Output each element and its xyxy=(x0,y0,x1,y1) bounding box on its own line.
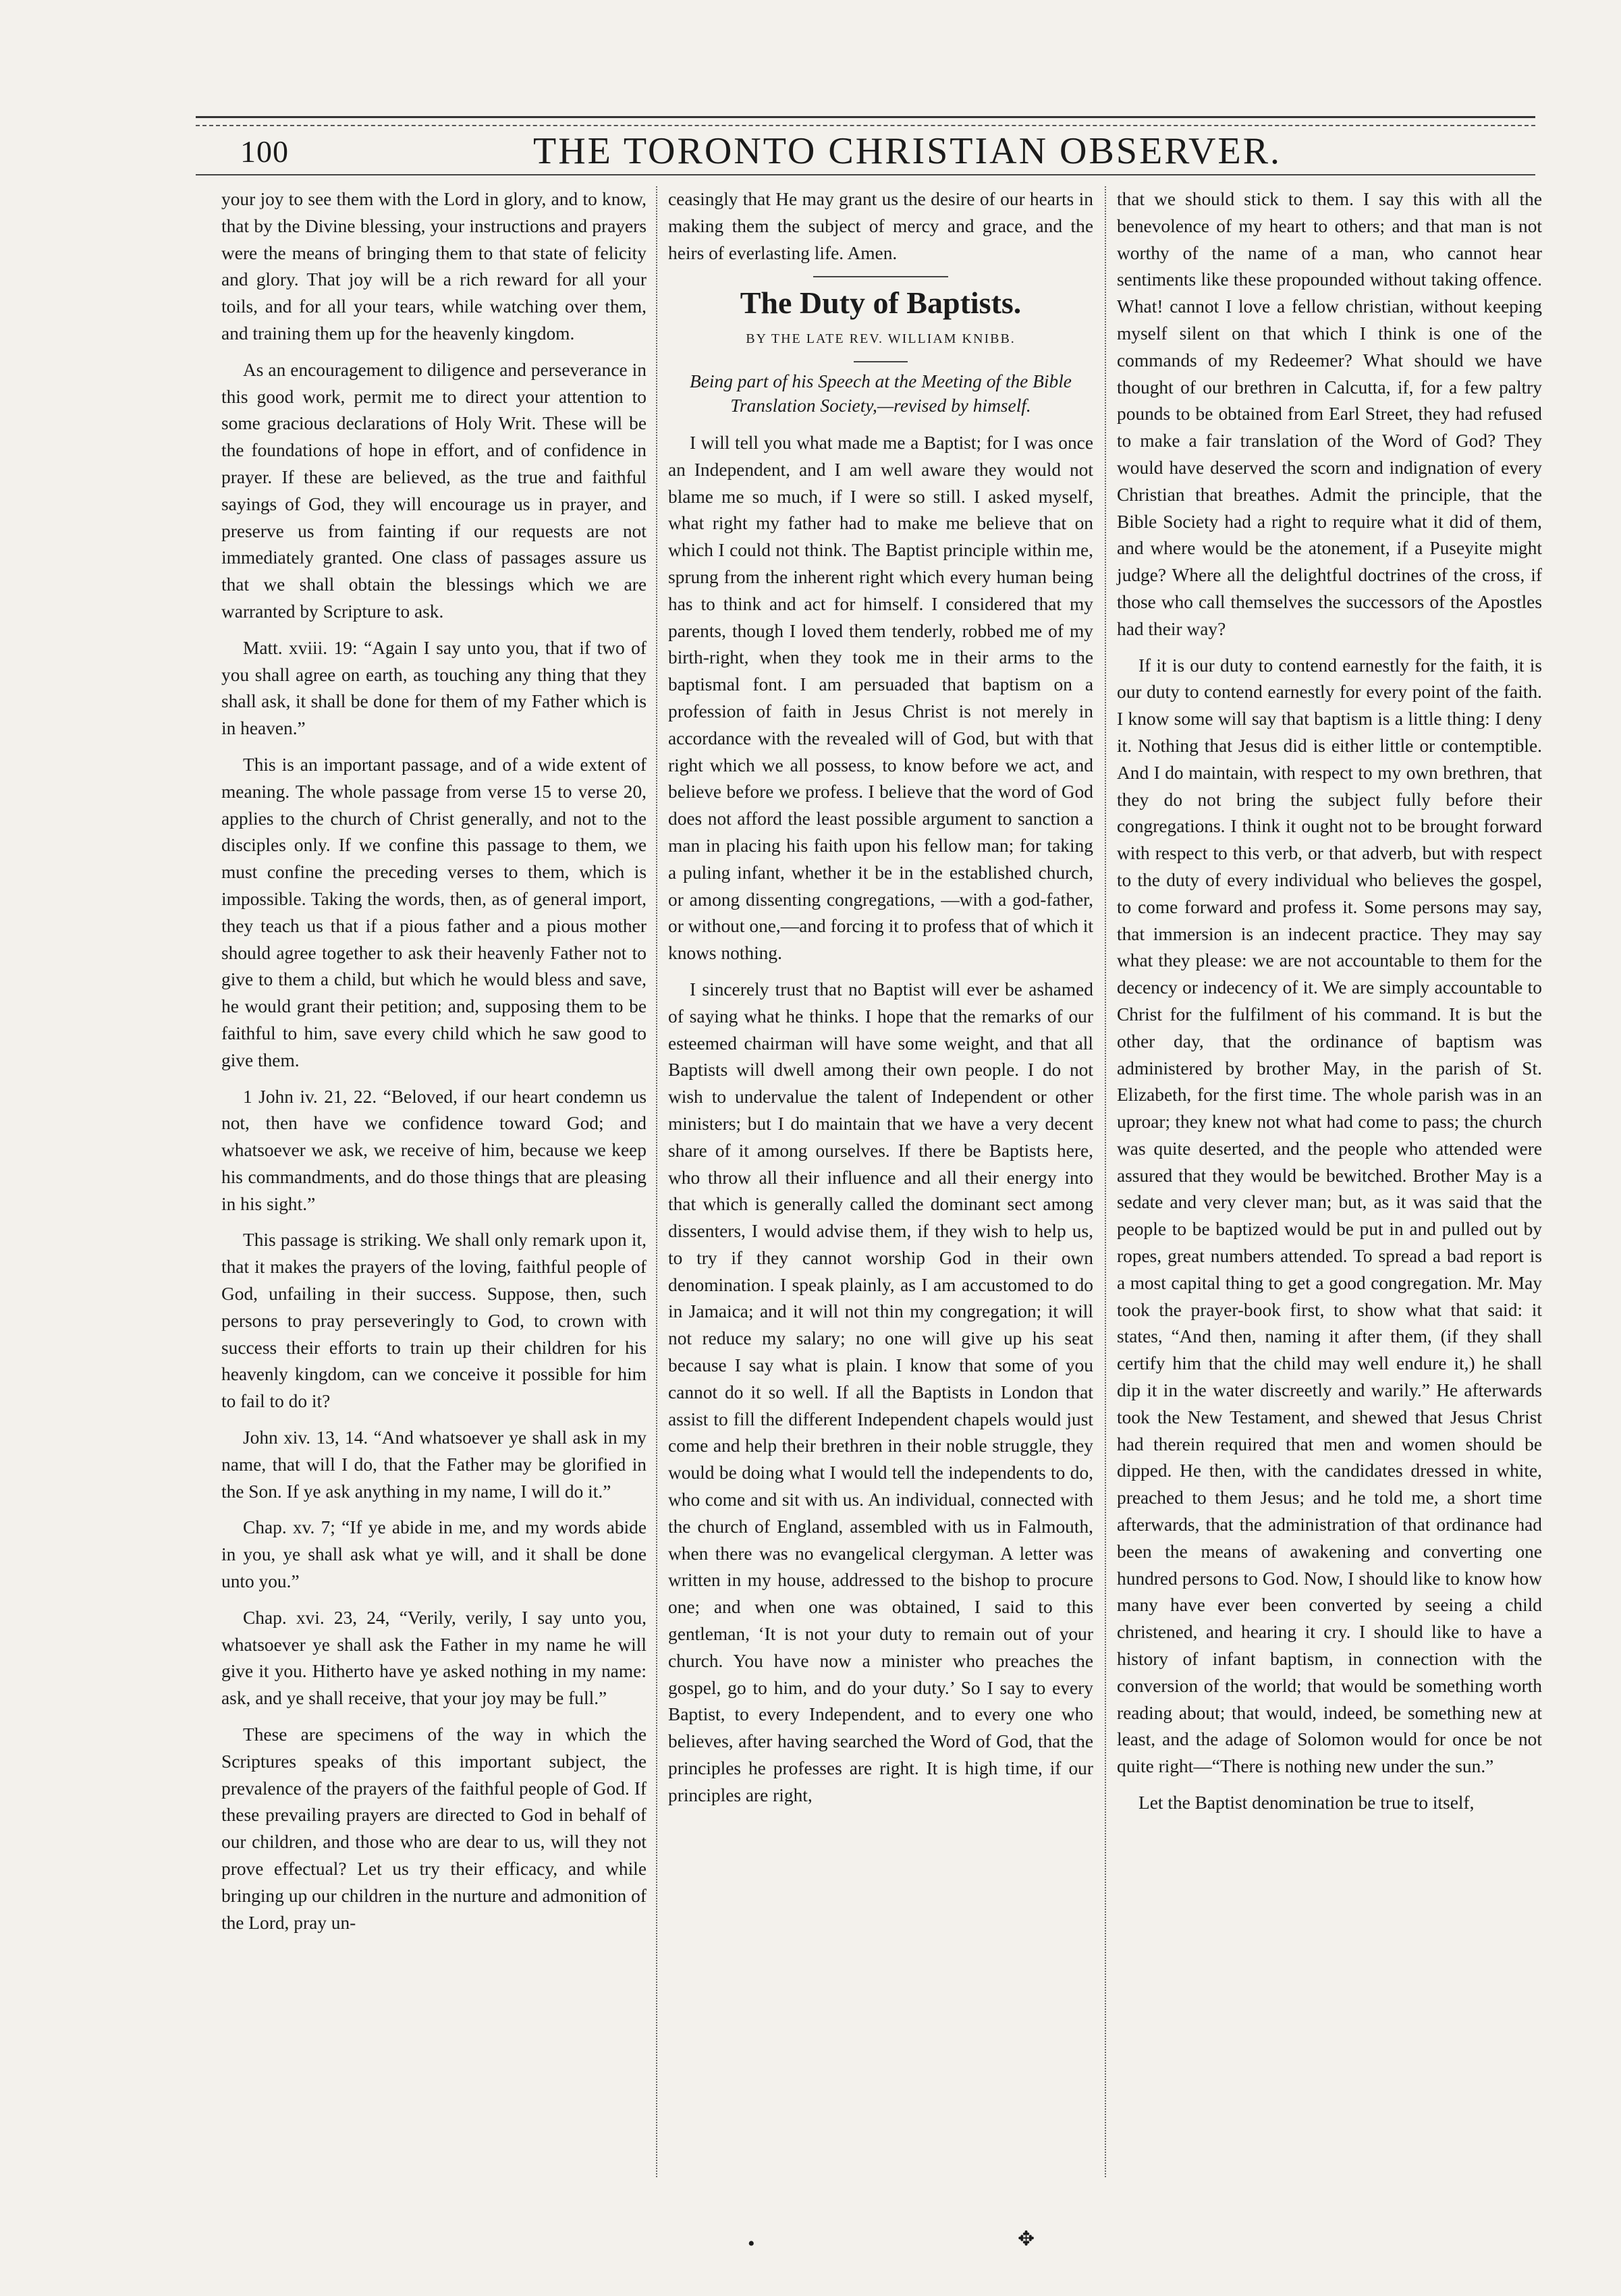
paragraph: Chap. xv. 7; “If ye abide in me, and my words abide in you, ye shall ask what ye will, and it shall be done unto you.” xyxy=(221,1517,647,1592)
column-divider xyxy=(656,186,657,2177)
article-title: The Duty of Baptists. xyxy=(740,285,1022,321)
paragraph: ceasingly that He may grant us the desire of our hearts in making them the subject of mercy and grace, and the heirs of everlasting life. Amen. xyxy=(668,189,1093,263)
paragraph: Matt. xviii. 19: “Again I say unto you, that if two of you shall agree on earth, as touching any thing that they shall ask, it shall be done for them of my Father which is in heaven.” xyxy=(221,637,647,739)
paragraph: If it is our duty to contend earnestly for the faith, it is our duty to contend earnestly for every point of the faith. I know some will say that baptism is a little thing: I deny it. Nothing that Jesus did is either little or contemptible. And I do maintain, with respect to my own brethren, that they do not bring the subject fully before their congregations. I think it ought not to be brought forward with respect to this verb, or that adverb, but with respect to the duty of every individual who believes the gospel, to come forward and profess it. Some persons may say, that immersion is an indecent practice. They may say what they please: we are not accountable to them for the decency or indecency of it. We are simply accountable to Christ for the fulfilment of his command. It is but the other day, that the ordinance of baptism was administered by brother May, in the parish of St. Elizabeth, for the first time. The whole parish was in an uproar; they knew not what had come to pass; the church was quite deserted, and the people who attended were assured that they would be bewitched. Brother May is a sedate and very clever man; but, as it was said that the people to be baptized would be put in and pulled out by ropes, great numbers attended. To spread a bad report is a most capital thing to get a good congregation. Mr. May took the prayer-book first, to show what that said: it states, “And then, naming it after them, (if they shall certify him that the child may well endure it,) he shall dip it in the water discreetly and warily.” He afterwards took the New Testament, and shewed that Jesus Christ had therein required that men and women should be dipped. He then, with the candidates dressed in white, preached to them Jesus; and he told me, a short time afterwards, that the administration of that ordinance had been the means of awakening and converting one hundred persons to God. Now, I should like to know how many have ever been converted by seeing a child christened, and hearing it cry. I should like to have a history of infant baptism, in connection with the conversion of the world; that would be something worth reading about; that would, indeed, be something new at least, and the adage of Solomon would for once be not quite right—“There is nothing new under the sun.” xyxy=(1117,655,1542,1777)
header-rule-top xyxy=(196,116,1535,126)
paragraph: Let the Baptist denomination be true to itself, xyxy=(1138,1793,1475,1813)
column-3 xyxy=(1117,186,1542,1826)
paragraph: These are specimens of the way in which the Scriptures speaks of this important subject, the prevalence of the prayers of the faithful people of God. If these prevailing prayers are directed to God in behalf of our children, and those who are dear to us, will they not prove effectual? Let us try their efficacy, and while bringing up our children in the nurture and admonition of the Lord, pray un- xyxy=(221,1724,647,1933)
paragraph: Chap. xvi. 23, 24, “Verily, verily, I say unto you, whatsoever ye shall ask the Father in my name he will give it you. Hitherto have ye asked nothing in my name: ask, and ye shall receive, that your joy may be full.” xyxy=(221,1607,647,1709)
ornament-mark-icon: • xyxy=(748,2233,755,2255)
paragraph: This is an important passage, and of a wide extent of meaning. The whole passage from verse 15 to verse 20, applies to the church of Christ generally, and not to the disciples only. If we confine this passage to them, we must confine the preceding verses to them, which is impossible. Taking the words, then, as of general import, they teach us that if a pious father and a pious mother should agree together to ask their heavenly Father not to give to them a child, but which he would bless and save, he would grant their petition; and, supposing them to be faithful to him, save every child which he saw good to give them. xyxy=(221,754,647,1070)
column-1 xyxy=(221,186,647,1946)
byline-rule xyxy=(854,361,908,362)
paragraph: This passage is striking. We shall only remark upon it, that it makes the prayers of the loving, faithful people of God, unfailing in their success. Suppose, then, such persons to pray perseveringly to God, to crown with success their efforts to train up their children for his heavenly kingdom, can we conceive it possible for him to fail to do it? xyxy=(221,1230,647,1412)
header-rule-bottom xyxy=(196,174,1535,180)
paragraph: 1 John iv. 21, 22. “Beloved, if our heart condemn us not, then have we confidence toward God; and whatsoever we ask, we receive of him, because we keep his commandments, and do those things that are pleasing in his sight.” xyxy=(221,1086,647,1214)
article-subtitle: Being part of his Speech at the Meeting of the Bible Translation Society,—revised by himself. xyxy=(690,371,1072,416)
paragraph: I sincerely trust that no Baptist will ever be ashamed of saying what he thinks. I hope that the remarks of our esteemed chairman will have some weight, and that all Baptists will dwell among their own people. I do not wish to undervalue the talent of Independent or other ministers; but I do maintain that we have a very decent share of it among ourselves. If there be Baptists here, who throw all their influence and all their energy into that which is generally called the dominant sect among dissenters, I would advise them, if they wish to help us, to try if they cannot worship God in their own denomination. I speak plainly, as I am accustomed to do in Jamaica; and it will not thin my congregation; it will not reduce my salary; no one will give up his seat because I say what is plain. I know that some of you cannot do it so well. If all the Baptists in London that assist to fill the different Independent chapels would just come and help their brethren in their noble struggle, they would be doing what I would tell the independents to do, who come and sit with us. An individual, connected with the church of England, assembled with us in Falmouth, when there was no evangelical clergyman. A letter was written in my house, addressed to the bishop to procure one; and when one was obtained, I said to this gentleman, ‘It is not your duty to remain out of your church. You have now a minister who preaches the gospel, go to him, and do your duty.’ So I say to every Baptist, to every Independent, and to every one who believes, after having searched the Word of God, that the principles he professes are right. It is high time, if our principles are right, xyxy=(668,979,1093,1805)
paragraph: your joy to see them with the Lord in glory, and to know, that by the Divine blessing, your instructions and prayers were the means of bringing them to that state of felicity and glory. That joy will be a rich reward for all your toils, and for all your tears, while watching over them, and training them up for the heavenly kingdom. xyxy=(221,189,647,344)
article-byline: BY THE LATE REV. WILLIAM KNIBB. xyxy=(746,331,1016,347)
paragraph: John xiv. 13, 14. “And whatsoever ye shall ask in my name, that will I do, that the Father may be glorified in the Son. If ye ask anything in my name, I will do it.” xyxy=(221,1427,647,1502)
paragraph: As an encouragement to diligence and perseverance in this good work, permit me to direct your attention to some gracious declarations of Holy Writ. These will be the foundations of hope in effort, and of confidence in prayer. If these are believed, as the true and faithful sayings of God, they will encourage us in prayer, and preserve us from fainting if our requests are not immediately granted. One class of passages assure us that we shall obtain the blessings which we are warranted by Scripture to ask. xyxy=(221,359,647,622)
column-divider xyxy=(1105,186,1106,2177)
section-rule xyxy=(813,276,948,277)
paragraph: that we should stick to them. I say this with all the benevolence of my heart to others; and that man is not worthy of the name of a man, who cannot hear sentiments like these propounded without taking offence. What! cannot I love a fellow christian, without keeping myself silent on that which I think is one of the commands of my Redeemer? What should we have thought of our brethren in Calcutta, if, for a few paltry pounds to be obtained from Earl Street, they had refused to make a fair translation of the Word of God? They would have deserved the scorn and indignation of every Christian that breathes. Admit the principle, that the Bible Society had a right to require what it did of them, and where would be the atonement, if a Puseyite might judge? Where all the delightful doctrines of the cross, if those who call themselves the successors of the Apostles had their way? xyxy=(1117,189,1542,639)
page-number: 100 xyxy=(240,134,289,169)
masthead-title: THE TORONTO CHRISTIAN OBSERVER. xyxy=(533,130,1282,172)
paragraph: I will tell you what made me a Baptist; for I was once an Independent, and I am well aware they would not blame me so much, if I were so still. I asked myself, what right my father had to make me believe that on which I could not think. The Baptist principle within me, sprung from the inherent right which every human being has to think and act for himself. I considered that my parents, though I loved them tenderly, robbed me of my birth-right, when they took me in their arms to the baptismal font. I am persuaded that baptism on a profession of faith in Jesus Christ is not merely in accordance with the revealed will of God, but with that right which we all possess, to know before we act, and believe before we profess. I believe that the word of God does not afford the least possible argument to sanction a man in placing his faith upon his fellow man; for taking a puling infant, whether it be in the established church, or among dissenting congregations, —with a god-father, or without one,—and forcing it to profess that of which it knows nothing. xyxy=(668,432,1093,964)
column-2 xyxy=(668,186,1093,1819)
ornament-mark-icon: ✥ xyxy=(1018,2228,1035,2250)
